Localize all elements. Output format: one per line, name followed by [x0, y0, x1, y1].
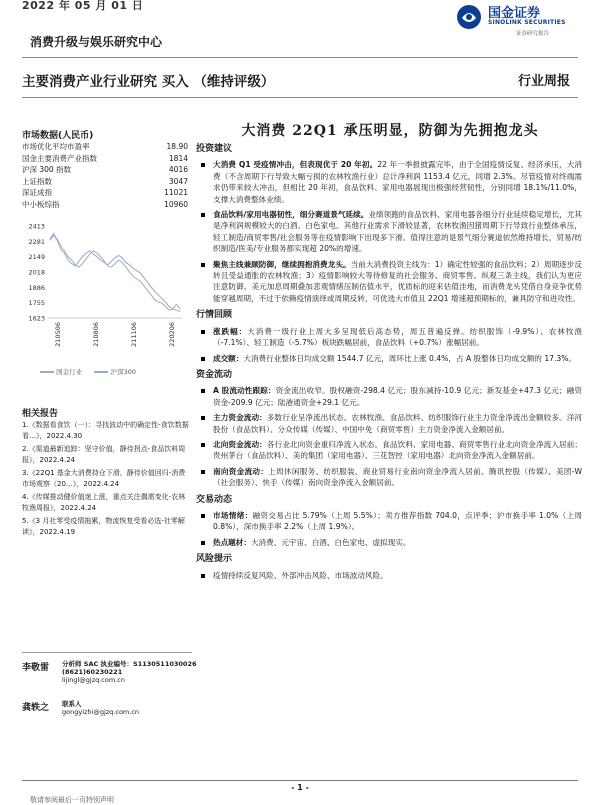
related-report-item[interactable]: 5.《3 月社零受疫情拖累，物流恢复受看必选-社零解读》，2022.4.19 [22, 517, 185, 536]
bullet-body: 业绩领跑的食品饮料、家用电器各细分行业延续稳定增长，尤其是净利润规模较大的白酒、白色家电。其他行业需求下滑较显著，农林牧渔因猪周期下行导致行业整体承压，轻工制造/商贸零售/社会服务等在疫情影响下出现多下滑。值得注意的是景气细分赛道依然维持增长，贸易/纺织制造/医美/专业服务都实现超 20%的增速。 [213, 210, 582, 254]
logo-en-text: SINOLINK SECURITIES [488, 19, 566, 26]
bullet-body: 各行业北向资金重归净流入状态。食品饮料、家用电器、商贸零售行业北向资金净流入居前；贵州茅台（食品饮料）、美的集团（家用电器）、三花智控（家用电器）北向资金净流入金额居前。 [213, 439, 582, 461]
bullet-head: 市场情绪： [213, 510, 253, 520]
related-reports-list [22, 420, 192, 540]
market-label: 中小板综指 [22, 199, 60, 209]
market-value: 10960 [164, 199, 188, 209]
logo-sub-text: 证券研究报告 [516, 31, 550, 37]
market-row [22, 141, 188, 153]
industry-rating: 主要消费产业行业研究 买入 （维持评级） [22, 74, 275, 90]
bullet-head: 大消费 Q1 受疫情冲击，但表现优于 20 年初。 [213, 160, 378, 170]
market-row [22, 153, 188, 165]
invest-list [200, 159, 582, 304]
market-label: 市场优化平均市盈率 [22, 142, 90, 151]
legend-swatch-industry [40, 371, 54, 373]
related-report-item[interactable]: 3.《22Q1 基金大消费持仓下滑，静待价值回归-消费市场观察（20…》，2022.4.24 [22, 469, 186, 488]
bullet-item [200, 326, 582, 349]
analyst-2 [22, 700, 200, 730]
x-tick-label: 211106 [130, 322, 138, 347]
bullet-head: 聚焦主线兼顾防御，继续拥抱消费龙头。 [213, 259, 351, 269]
section-invest: 投资建议 [196, 144, 233, 154]
page-number: - 1 - [291, 783, 309, 792]
bullet-body: 资金流出收窄。股权融资-298.4 亿元；股东减持-10.9 亿元；新发基金+47.3 亿元；融资资金-209.9 亿元；陆港通资金+29.1 亿元。 [213, 386, 582, 407]
bullet-body: 上周休闲服务、纺织服装、商业贸易行业南向资金净流入居前。腾讯控股（传媒）、美团-W（社会服务）、快手（传媒）南向资金净流入金额居前。 [213, 466, 582, 488]
bullet-head: 热点题材： [213, 537, 251, 547]
market-label: 深证成指 [22, 188, 52, 198]
trade-list [200, 510, 582, 548]
market-value: 1814 [168, 153, 188, 163]
bullet-item [200, 439, 582, 462]
bullet-body: 大消费行业整体日均成交额 1544.7 亿元，周环比上涨 0.4%，占 A 股整体日均成交额的 17.3%。 [243, 353, 577, 363]
legend-swatch-hs300 [94, 371, 108, 373]
y-tick-label: 2018 [28, 268, 45, 277]
bullet-item [200, 259, 582, 305]
disclaimer-note: 敬请参阅最后一页特别声明 [30, 796, 114, 804]
analyst-divider [22, 652, 192, 653]
analyst-cert: 分析师 SAC 执业编号：S1130511030026 [62, 660, 197, 668]
series-line-1 [50, 233, 180, 311]
research-center: 消费升级与娱乐研究中心 [30, 35, 163, 49]
market-value: 4016 [168, 165, 188, 175]
analyst-name: 龚轶之 [22, 703, 50, 713]
y-tick-label: 2149 [28, 253, 45, 262]
market-value: 3047 [168, 176, 188, 186]
legend-label-industry: 国金行业 [56, 368, 83, 376]
analyst-phone: (8621)60230221 [62, 668, 123, 676]
analyst-role: 联系人 [62, 700, 82, 708]
bullet-head: 主力资金流动： [213, 413, 267, 423]
bullet-item [200, 537, 582, 548]
related-reports-title: 相关报告 [22, 409, 59, 419]
index-line-chart [22, 218, 188, 378]
report-date: 2022 年 05 月 01 日 [22, 0, 144, 12]
bullet-item [200, 159, 582, 205]
market-row [22, 187, 188, 199]
market-data-table [22, 141, 188, 211]
bullet-item [200, 412, 582, 435]
header-divider [22, 57, 578, 58]
related-report-item[interactable]: 4.《传媒推动健价值迷上涨，重点关注偶需变化-农林牧渔周报》，2022.4.24 [22, 493, 186, 512]
bullet-head: 南向资金流动： [213, 466, 269, 476]
bullet-item [200, 466, 582, 489]
market-row [22, 199, 188, 211]
analyst-email[interactable]: gongyizhi@gjzq.com.cn [62, 708, 140, 716]
x-tick-label: 210806 [92, 322, 100, 347]
bullet-head: A 股流动性跟踪： [213, 386, 276, 396]
section-flow: 资金流动 [196, 369, 233, 380]
bullet-item [200, 209, 582, 255]
chart-legend [40, 367, 136, 376]
y-tick-label: 2413 [28, 222, 45, 231]
report-body [196, 142, 583, 585]
company-logo [456, 2, 576, 42]
y-tick-label: 1755 [28, 299, 45, 308]
sinolink-logo-icon [456, 4, 482, 30]
bullet-head: 北向资金流动： [213, 439, 267, 449]
market-label: 上证指数 [22, 176, 52, 186]
footer-divider [22, 780, 578, 781]
report-title: 大消费 22Q1 承压明显，防御为先拥抱龙头 [241, 123, 539, 139]
bullet-body: 大消费一级行业上周大多呈现低后高态势，周五普遍反弹。纺织服饰（-9.9%）、农林牧渔（-7.1%）、轻工制造（-5.7%）板块跌幅居前，食品饮料（+0.7%）涨幅居前。 [213, 326, 583, 348]
section-risk: 风险提示 [196, 554, 233, 565]
market-data-title: 市场数据(人民币) [22, 131, 94, 141]
bullet-item [200, 510, 582, 533]
market-label: 沪深 300 指数 [22, 165, 72, 175]
risk-list [200, 570, 582, 581]
flow-list [200, 385, 582, 488]
analyst-1 [22, 660, 200, 690]
section-review: 行情回顾 [196, 310, 233, 321]
bullet-item [200, 570, 582, 581]
related-report-item[interactable]: 2.《渠道最新追踪：坚守价值，静待拐点-食品饮料周报》，2022.4.24 [22, 445, 186, 464]
market-row [22, 164, 188, 176]
review-list [200, 326, 582, 364]
bullet-body: 融资交易占比 5.79%（上周 5.5%）；卖方推荐指数 704.0，点评季；沪市换手率 1.0%（上周 0.8%），深市换手率 2.2%（上周 1.9%）。 [213, 510, 582, 532]
report-type: 行业周报 [517, 74, 570, 89]
bullet-item [200, 353, 582, 364]
y-tick-label: 1623 [28, 314, 45, 323]
bullet-head: 食品饮料/家用电器韧性，细分赛道景气延续。 [213, 210, 369, 220]
logo-cn-text: 国金证券 [488, 6, 541, 21]
market-value: 11021 [164, 188, 188, 198]
bullet-body: 22 年一季报披露完毕，由于全国疫情反复、经济承压，大消费（不含周期下行导致大幅亏损的农林牧渔行业）总计净利润 1153.4 亿元，同增 2.3%。尽管疫情对终端需求仍带来较大冲击，但相比 20 年初，食品饮料、家用电器展现出极强经营韧性，分别同增 18.1%/11.0%，支撑大消费整体业绩。 [213, 160, 582, 204]
y-tick-label: 1886 [28, 283, 45, 292]
market-row [22, 176, 188, 188]
market-value: 18.90 [166, 142, 188, 151]
bullet-item [200, 385, 582, 408]
bullet-body: 大消费、元宇宙、白酒、白色家电、虚拟现实。 [250, 537, 411, 547]
header-divider-2 [22, 97, 578, 98]
series-line-0 [50, 236, 180, 311]
bullet-head: 成交额： [213, 353, 244, 363]
bullet-body: 多数行业呈净流出状态。农林牧渔、食品饮料、纺织服饰行业主力资金净流出金额较多。洋河股份（食品饮料）、分众传媒（传媒）、中国中免（商贸零售）主力资金净流入金额居前。 [213, 413, 582, 434]
x-tick-label: 210506 [54, 322, 62, 347]
analyst-name: 李敬雷 [22, 663, 50, 673]
y-tick-label: 2281 [28, 237, 45, 246]
analyst-email[interactable]: lijingl@gjzq.com.cn [62, 676, 125, 684]
bullet-head: 涨跌幅： [213, 326, 248, 336]
section-trade: 交易动态 [196, 494, 233, 505]
related-report-item[interactable]: 1.《数据看食饮（一）：寻找波动中的确定性-食饮数据看…》，2022.4.30 [22, 421, 189, 440]
bullet-body: 疫情持续反复风险、外部冲击风险、市场波动风险。 [213, 570, 388, 580]
x-tick-label: 220206 [168, 322, 176, 347]
market-label: 国金主要消费产业指数 [22, 153, 97, 163]
legend-label-hs300: 沪深300 [110, 368, 136, 376]
bullet-body: 当前大消费投资主线为：1）确定性较强的食品饮料；2）周期逐步反转且受益通胀的农林牧渔；3）疫情影响较大等待修复的社会服务、商贸零售。纵观三条主线，我们认为更应注意防御。美元加息周期叠加悲观情绪压制估值水平，优质标的迎来估值洼地，而消费龙头凭借自身竞争优势能穿越周期，不过于依赖疫情演绎或周期反转，可优选大市值且 22Q1 增速超预期标的，兼具防守和进攻性。 [213, 259, 582, 303]
